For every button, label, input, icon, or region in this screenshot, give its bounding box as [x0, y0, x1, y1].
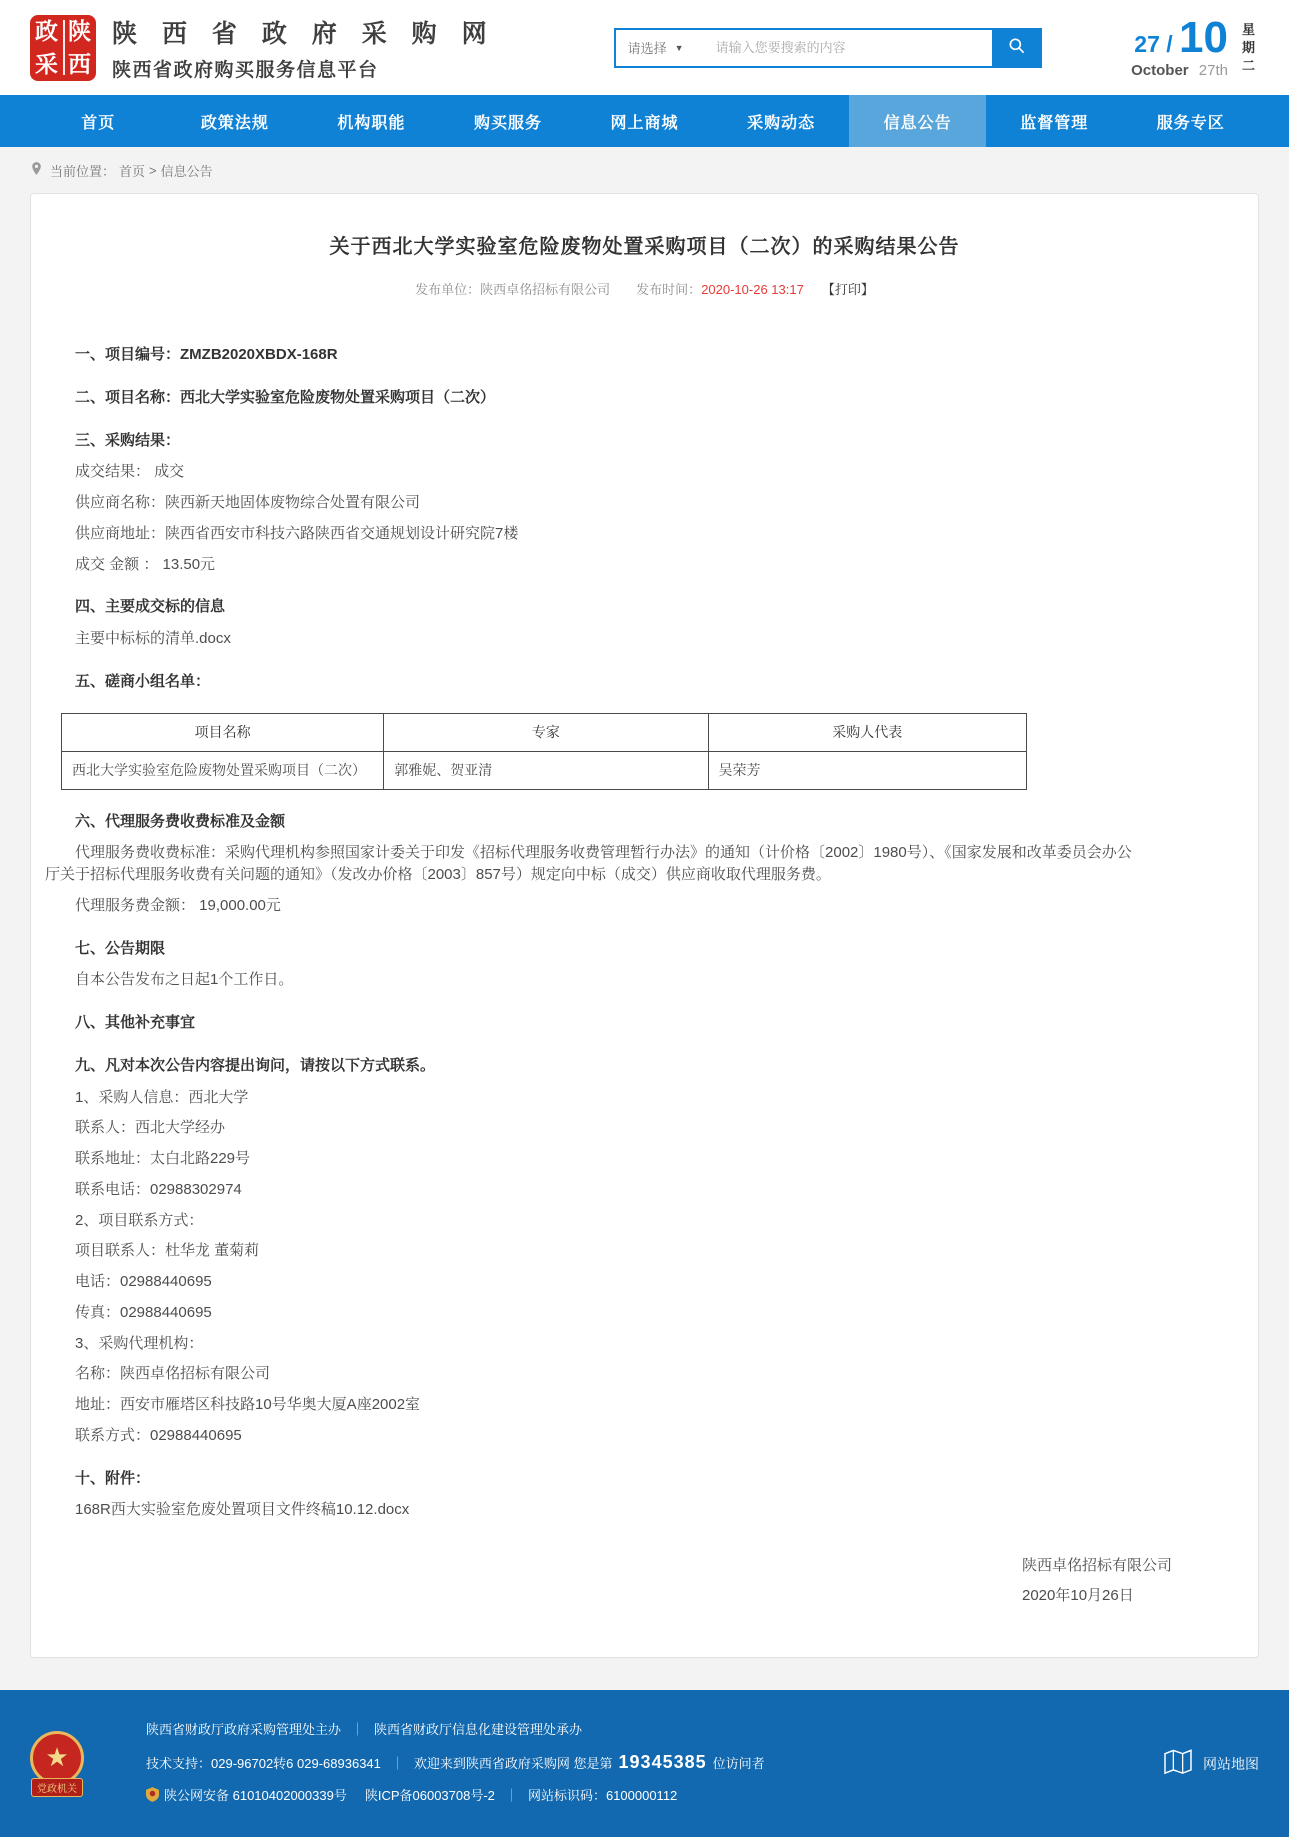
police-badge-icon — [146, 1782, 159, 1814]
publish-time-label: 发布时间： — [636, 282, 702, 297]
support-numbers: 029-96702转6 029-68936341 — [211, 1755, 381, 1771]
date-month-number: 10 — [1179, 13, 1228, 62]
site-footer — [0, 1690, 1289, 1837]
section-heading: 六、代理服务费收费标准及金额 — [75, 812, 286, 830]
nav-item-functions[interactable]: 机构职能 — [337, 114, 406, 132]
search-icon — [1007, 36, 1027, 59]
section-heading: 十、附件： — [75, 1469, 151, 1487]
nav-item-announcements[interactable]: 信息公告 — [849, 95, 986, 147]
breadcrumb-home-link[interactable]: 首页 — [119, 163, 146, 179]
site-title: 陕 西 省 政 府 采 购 网 — [112, 19, 496, 48]
support-label: 技术支持： — [146, 1755, 212, 1771]
sitemap-link[interactable] — [1163, 1749, 1259, 1778]
publish-time: 2020-10-26 13:17 — [701, 282, 804, 297]
welcome-text: 欢迎来到陕西省政府采购网 您是第 — [413, 1755, 613, 1771]
signature-date: 2020年10月26日 — [1021, 1587, 1134, 1604]
footer-line-beian: 陕公网安备 61010402000339号 陕ICP备06003708号-2 ｜ 网站标识码：6100000112 — [146, 1780, 765, 1814]
logo-char: 陕 — [68, 17, 91, 44]
article-body — [45, 344, 1133, 1521]
site-titles — [112, 14, 496, 82]
breadcrumb-separator: > — [149, 162, 157, 178]
footer-line-hosts: 陕西省财政厅政府采购管理处主办 ｜ 陕西省财政厅信息化建设管理处承办 — [146, 1721, 583, 1737]
table-header-row — [62, 713, 1027, 751]
section-heading: 五、磋商小组名单： — [75, 672, 211, 690]
nav-item-policies[interactable]: 政策法规 — [200, 114, 269, 132]
welcome-suffix: 位访问者 — [712, 1755, 765, 1771]
section-heading: 九、凡对本次公告内容提出询问，请按以下方式联系。 — [75, 1056, 436, 1074]
article-meta — [45, 279, 1244, 298]
nav-item-supervision[interactable]: 监督管理 — [1020, 114, 1089, 132]
breadcrumb-current[interactable]: 信息公告 — [160, 163, 213, 179]
attachment-link[interactable]: 主要中标标的清单.docx — [75, 630, 231, 647]
date-weekday: 星期二 — [1242, 21, 1256, 73]
table-row — [62, 751, 1027, 789]
page-title: 关于西北大学实验室危险废物处置采购项目（二次）的采购结果公告 — [329, 236, 960, 258]
signature-company: 陕西卓佲招标有限公司 — [1021, 1557, 1172, 1574]
section-heading: 三、采购结果： — [75, 431, 181, 449]
column-header-experts: 专家 — [384, 713, 708, 751]
cell-project-name: 西北大学实验室危险废物处置采购项目（二次） — [62, 751, 384, 789]
nav-item-online-mall[interactable]: 网上商城 — [610, 114, 679, 132]
search-select-label: 请选择 — [627, 41, 667, 56]
nav-item-purchase-services[interactable]: 购买服务 — [473, 114, 542, 132]
negotiation-group-table — [61, 713, 1027, 790]
section-heading: 二、项目名称：西北大学实验室危险废物处置采购项目（二次） — [75, 388, 496, 406]
site-logo — [30, 15, 96, 81]
site-header — [0, 0, 1289, 95]
paragraph: 代理服务费金额： 19,000.00元 — [75, 896, 281, 914]
footer-undertaker: 陕西省财政厅信息化建设管理处承办 — [374, 1721, 583, 1737]
search-bar — [614, 28, 1042, 68]
paragraph: 1、采购人信息：西北大学 — [75, 1088, 249, 1106]
location-pin-icon — [30, 161, 46, 179]
visitor-count: 19345385 — [618, 1751, 707, 1772]
logo-char: 采 — [35, 50, 58, 77]
paragraph: 联系人：西北大学经办 — [75, 1119, 226, 1137]
breadcrumb — [0, 147, 1289, 193]
date-display: 27 / 10 October 27th 星期二 — [1131, 16, 1259, 79]
map-icon — [1163, 1749, 1193, 1778]
paragraph: 供应商名称：陕西新天地固体废物综合处置有限公司 — [75, 494, 421, 511]
attachment-link[interactable]: 168R西大实验室危废处置项目文件终稿10.12.docx — [75, 1501, 410, 1519]
date-day: 27 — [1134, 31, 1160, 57]
search-input[interactable] — [708, 30, 994, 66]
column-header-project-name: 项目名称 — [62, 713, 384, 751]
paragraph: 3、采购代理机构： — [75, 1334, 204, 1352]
logo-char: 政 — [35, 17, 58, 44]
badge-label: 党政机关 — [31, 1778, 83, 1797]
section-heading: 八、其他补充事宜 — [75, 1014, 196, 1031]
paragraph: 供应商地址：陕西省西安市科技六路陕西省交通规划设计研究院7楼 — [75, 524, 519, 542]
paragraph: 联系方式：02988440695 — [75, 1426, 242, 1444]
paragraph: 成交结果： 成交 — [75, 463, 185, 481]
search-button[interactable] — [992, 28, 1042, 68]
date-ordinal: 27th — [1198, 62, 1228, 79]
logo-char: 西 — [68, 50, 91, 77]
paragraph: 电话：02988440695 — [75, 1273, 212, 1290]
signature-block — [45, 1551, 1244, 1611]
paragraph: 名称：陕西卓佲招标有限公司 — [75, 1365, 271, 1383]
paragraph: 联系地址：太白北路229号 — [75, 1150, 251, 1167]
publisher-label: 发布单位： — [415, 282, 481, 297]
date-month-name: October — [1131, 62, 1189, 79]
main-nav — [0, 95, 1289, 147]
paragraph: 自本公告发布之日起1个工作日。 — [75, 971, 294, 989]
section-heading: 四、主要成交标的信息 — [75, 598, 226, 616]
cell-purchaser-rep: 吴荣芳 — [708, 751, 1026, 789]
beian-police[interactable]: 陕公网安备 61010402000339号 — [164, 1787, 347, 1803]
paragraph: 地址：西安市雁塔区科技路10号华奥大厦A座2002室 — [75, 1396, 421, 1413]
cell-experts: 郭雅妮、贺亚清 — [384, 751, 708, 789]
search-category-select[interactable] — [616, 30, 708, 66]
paragraph: 代理服务费收费标准：采购代理机构参照国家计委关于印发《招标代理服务收费管理暂行办法》的通知（计价格〔2002〕1980号）、《国家发展和改革委员会办公厅关于招标代理服务收费有关问题的通知》（发改办价格〔2003〕857号）规定向中标（成交）供应商收取代理服务费。 — [45, 844, 1132, 883]
paragraph: 成交 金额 ： 13.50元 — [75, 555, 216, 573]
section-heading: 一、项目编号：ZMZB2020XBDX-168R — [75, 346, 338, 363]
gov-emblem-badge — [30, 1731, 84, 1797]
site-code: 网站标识码：6100000112 — [527, 1787, 678, 1803]
paragraph: 联系电话：02988302974 — [75, 1180, 242, 1198]
publisher-name: 陕西卓佲招标有限公司 — [480, 282, 611, 297]
section-heading: 七、公告期限 — [75, 939, 166, 957]
chevron-down-icon: ▼ — [674, 42, 684, 53]
site-subtitle: 陕西省政府购买服务信息平台 — [112, 59, 379, 81]
footer-line-support: 技术支持：029-96702转6 029-68936341 ｜ 欢迎来到陕西省政府采购网 您是第 19345385 位访问者 — [146, 1751, 765, 1772]
sitemap-label: 网站地图 — [1203, 1755, 1259, 1772]
paragraph: 项目联系人：杜华龙 董菊莉 — [75, 1242, 260, 1260]
breadcrumb-prefix: 当前位置： — [50, 163, 116, 179]
paragraph: 传真：02988440695 — [75, 1303, 212, 1321]
footer-host: 陕西省财政厅政府采购管理处主办 — [146, 1721, 342, 1737]
column-header-purchaser-rep: 采购人代表 — [708, 713, 1026, 751]
print-button[interactable]: 【打印】 — [821, 282, 874, 297]
nav-item-service-zone[interactable]: 服务专区 — [1156, 114, 1225, 132]
beian-icp[interactable]: 陕ICP备06003708号-2 — [364, 1787, 495, 1803]
announcement-panel — [30, 193, 1259, 1658]
nav-item-home[interactable]: 首页 — [81, 114, 116, 132]
paragraph: 2、项目联系方式： — [75, 1211, 204, 1229]
nav-item-procurement-news[interactable]: 采购动态 — [747, 114, 816, 132]
emblem-icon: ★ — [30, 1731, 84, 1785]
